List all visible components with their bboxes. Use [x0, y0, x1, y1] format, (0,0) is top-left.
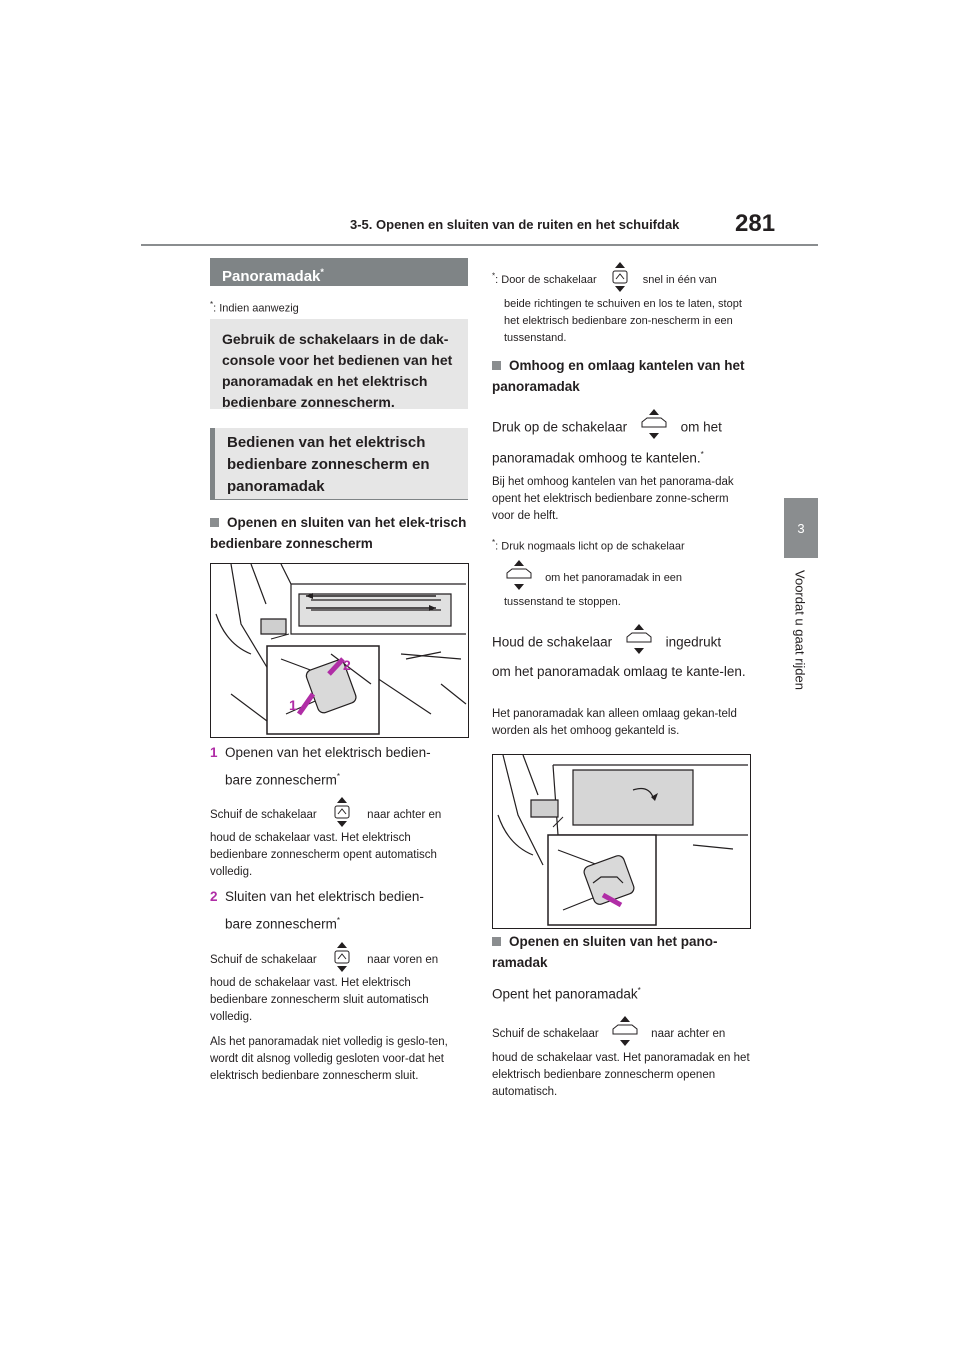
open-roof-title: Opent het panoramadak* [492, 986, 641, 1002]
hold-instruction: Houd de schakelaar ingedrukt [492, 624, 750, 662]
footnote-availability: *: Indien aanwezig [210, 300, 299, 315]
page-number: 281 [735, 210, 776, 237]
item2-title: 2 Sluiten van het elektrisch bedien- bare zonnescherm* [210, 889, 424, 932]
item1-description: houd de schakelaar vast. Het elektrisch bedienbare zonnescherm opent automatisch volledig. [210, 832, 437, 878]
tilt-switch-icon [639, 409, 669, 447]
note-stop-sunshade-cont: beide richtingen te schuiven en los te laten, stopt het elektrisch bedienbare zon-nescherm in een tussenstand. [504, 298, 742, 344]
heading-open-close-roof: Openen en sluiten van het pano-ramadak [492, 934, 718, 970]
tilt-switch-icon [624, 624, 654, 662]
item2-text: Schuif de schakelaar naar voren en [210, 942, 468, 978]
item2-description: houd de schakelaar vast. Het elektrisch bedienbare zonnescherm sluit automatisch volledig. [210, 977, 429, 1023]
bullet-square [210, 518, 219, 527]
tilt-info: Het panoramadak kan alleen omlaag gekan-teld worden als het omhoog gekanteld is. [492, 708, 737, 737]
tilt-switch-icon [610, 1016, 640, 1052]
item1-title: 1 Openen van het elektrisch bedien- bare zonnescherm* [210, 745, 431, 788]
note-stop-tilt-cont: om het panoramadak in een [504, 560, 750, 596]
open-roof-text: Schuif de schakelaar naar achter en [492, 1016, 750, 1052]
header-rule [141, 244, 818, 246]
figure-sunshade-switch [210, 563, 469, 738]
heading-open-close-sunshade: Openen en sluiten van het elek-trisch bedienbare zonnescherm [210, 515, 467, 551]
tilt-switch-icon [504, 560, 534, 596]
chapter-side-label: Voordat u gaat rijden [792, 570, 808, 690]
section-title: Panoramadak* [210, 258, 468, 286]
note-stop-sunshade: *: Door de schakelaar snel in één van [492, 262, 750, 298]
tilt-note: Bij het omhoog kantelen van het panorama-dak opent het elektrisch bedienbare zonne-scherm voor de helft. [492, 476, 734, 522]
tilt-instruction-cont: panoramadak omhoog te kantelen.* [492, 450, 704, 466]
bullet-square [492, 937, 501, 946]
closing-paragraph: Als het panoramadak niet volledig is geslo-ten, wordt dit alsnog volledig gesloten voor-dat het elektrisch bedienbare zonnescherm sluit. [210, 1036, 448, 1082]
intro-box: Gebruik de schakelaars in de dak-console voor het bedienen van het panoramadak en het elektrisch bedienbare zonnescherm. [210, 319, 468, 409]
hold-instruction-cont: om het panoramadak omlaag te kante-len. [492, 664, 746, 679]
figure-tilt-switch [492, 754, 751, 929]
note-stop-tilt-end: tussenstand te stoppen. [504, 596, 621, 608]
sunshade-switch-icon [332, 797, 352, 833]
figure-label-1: 1 [289, 697, 297, 713]
running-header: 3-5. Openen en sluiten van de ruiten en het schuifdak [350, 217, 680, 232]
tilt-instruction: Druk op de schakelaar om het [492, 409, 750, 447]
sunshade-switch-icon [610, 262, 630, 298]
sunshade-switch-icon [332, 942, 352, 978]
open-roof-description: houd de schakelaar vast. Het panoramadak en het elektrisch bedienbare zonnescherm openen automatisch. [492, 1052, 750, 1098]
bullet-square [492, 361, 501, 370]
chapter-tab: 3 [784, 498, 818, 558]
figure-label-2: 2 [343, 657, 351, 673]
heading-tilt: Omhoog en omlaag kantelen van het panoramadak [492, 358, 745, 394]
note-stop-tilt: *: Druk nogmaals licht op de schakelaar [492, 538, 685, 553]
subsection-title: Bedienen van het elektrisch bedienbare zonnescherm en panoramadak [210, 428, 468, 500]
item1-text: Schuif de schakelaar naar achter en [210, 797, 468, 833]
